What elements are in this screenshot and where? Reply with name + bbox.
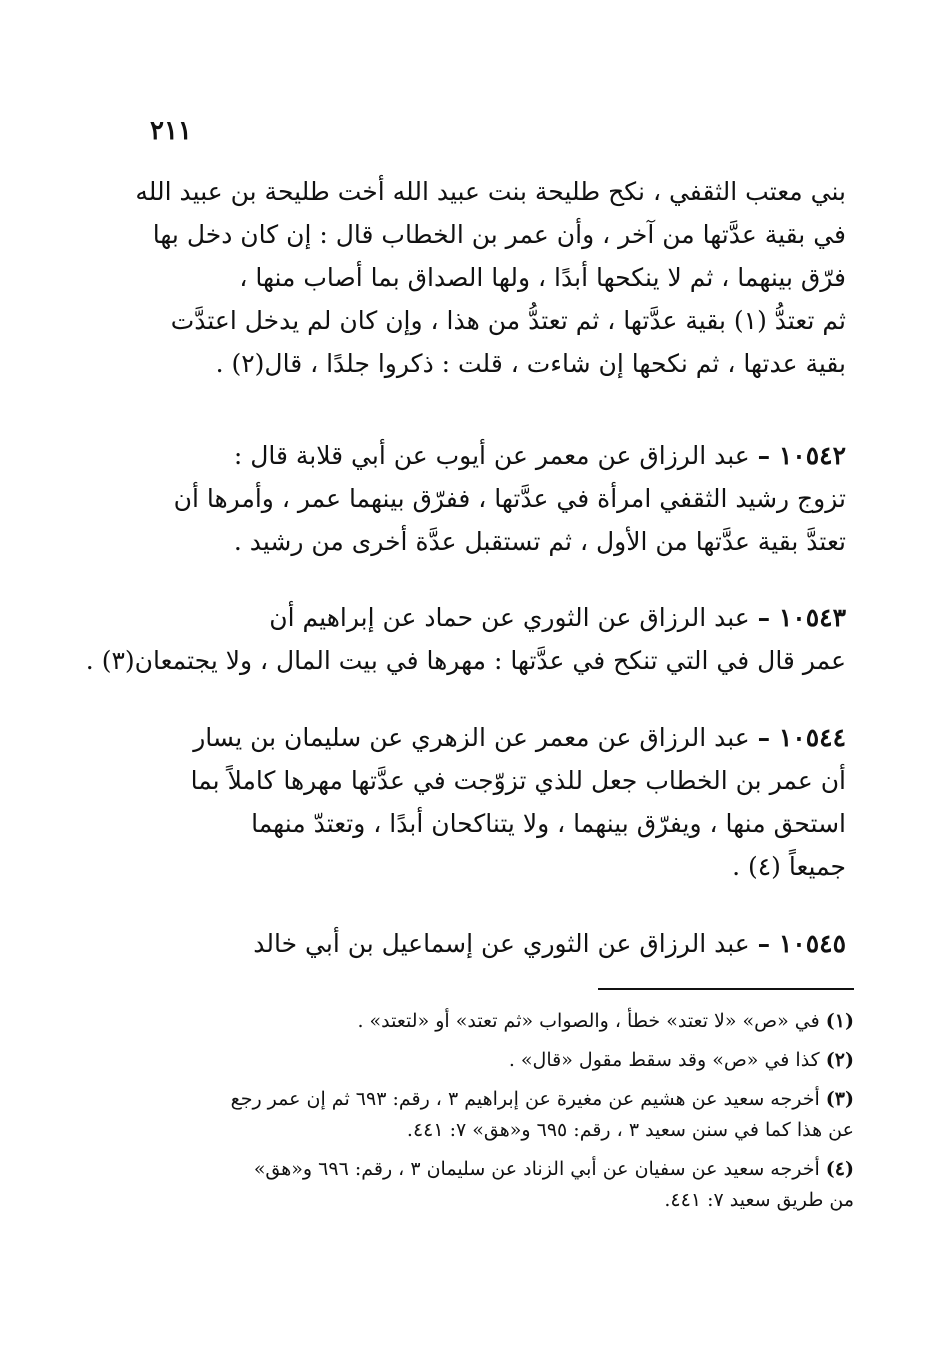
footnote-text: كذا في «ص» وقد سقط مقول «قال» . [508,1049,820,1071]
text-line: أن عمر بن الخطاب جعل للذي تزوّجت في عدَّتها مهرها كاملاً بما [190,766,846,795]
footnote [178,1154,854,1216]
footnote-text: أخرجه سعيد عن هشيم عن مغيرة عن إبراهيم ٣ ، رقم: ٦٩٣ ثم إن عمر رجع [230,1088,820,1110]
footnote-line [178,1084,854,1115]
hadith-first-line: عبد الرزاق عن الثوري عن حماد عن إبراهيم أن [269,603,750,632]
footnote-text: أخرجه سعيد عن سفيان عن أبي الزناد عن سليمان ٣ ، رقم: ٦٩٦ و«هق» [253,1158,820,1180]
hadith-first-line: عبد الرزاق عن معمر عن أيوب عن أبي قلابة قال : [233,441,750,470]
text-line: تعتدَّ بقية عدَّتها من الأول ، ثم تستقبل عدَّة أخرى من رشيد . [233,527,846,556]
footnote [178,1045,854,1076]
intro-paragraph [135,170,846,385]
hadith-first-line: عبد الرزاق عن الثوري عن إسماعيل بن أبي خالد [253,929,750,958]
text-line [178,596,846,639]
footnote [178,1006,854,1037]
text-line: بقية عدتها ، ثم نكحها إن شاءت ، قلت : ذكروا جلدًا ، قال(٢) . [215,349,846,378]
hadith-paragraph [178,716,846,888]
text-line [178,922,846,965]
footnote-number: (٢) [825,1049,854,1071]
text-line: في بقية عدَّتها من آخر ، وأن عمر بن الخطاب قال : إن كان دخل بها [152,220,846,249]
footnote-line [178,1006,854,1037]
footnote-number: (٤) [825,1158,854,1180]
hadith-number: ١٠٥٤٥ – [757,929,846,958]
hadith-number: ١٠٥٤٢ – [757,441,846,470]
footnote [178,1084,854,1146]
page-number: ٢١١ [150,116,192,146]
footnote-number: (١) [825,1010,854,1032]
text-line [178,716,846,759]
text-line: تزوج رشيد الثقفي امرأة في عدَّتها ، ففرّق بينهما عمر ، وأمرها أن [173,484,846,513]
footnote-separator [598,988,854,990]
hadith-paragraph [173,434,846,563]
footnote-number: (٣) [825,1088,854,1110]
text-line: بني معتب الثقفي ، نكح طليحة بنت عبيد الله أخت طليحة بن عبيد الله [135,177,846,206]
text-line [178,434,846,477]
text-line: فرّق بينهما ، ثم لا ينكحها أبدًا ، ولها الصداق بما أصاب منها ، [239,263,846,292]
hadith-paragraph [178,922,846,965]
hadith-first-line: عبد الرزاق عن معمر عن الزهري عن سليمان بن يسار [193,723,750,752]
footnote-text: في «ص» «لا تعتد» خطأ ، والصواب «ثم تعتد» أو «لتعتد» . [357,1010,820,1032]
footnote-line: عن هذا كما في سنن سعيد ٣ ، رقم: ٦٩٥ و«هق» ٧: ٤٤١. [406,1119,854,1141]
footnote-line: من طريق سعيد ٧: ٤٤١. [664,1189,854,1211]
hadith-paragraph [85,596,846,682]
footnotes [178,1006,854,1224]
hadith-number: ١٠٥٤٣ – [757,603,846,632]
text-line: ثم تعتدُّ (١) بقية عدَّتها ، ثم تعتدُّ من هذا ، وإن كان لم يدخل اعتدَّت [170,306,846,335]
footnote-line [178,1154,854,1185]
footnote-line [178,1045,854,1076]
text-line: استحق منها ، ويفرّق بينهما ، ولا يتناكحان أبدًا ، وتعتدّ منهما [251,809,846,838]
text-line: عمر قال في التي تنكح في عدَّتها : مهرها في بيت المال ، ولا يجتمعان(٣) . [85,646,846,675]
hadith-number: ١٠٥٤٤ – [757,723,846,752]
text-line: جميعاً (٤) . [732,852,846,881]
